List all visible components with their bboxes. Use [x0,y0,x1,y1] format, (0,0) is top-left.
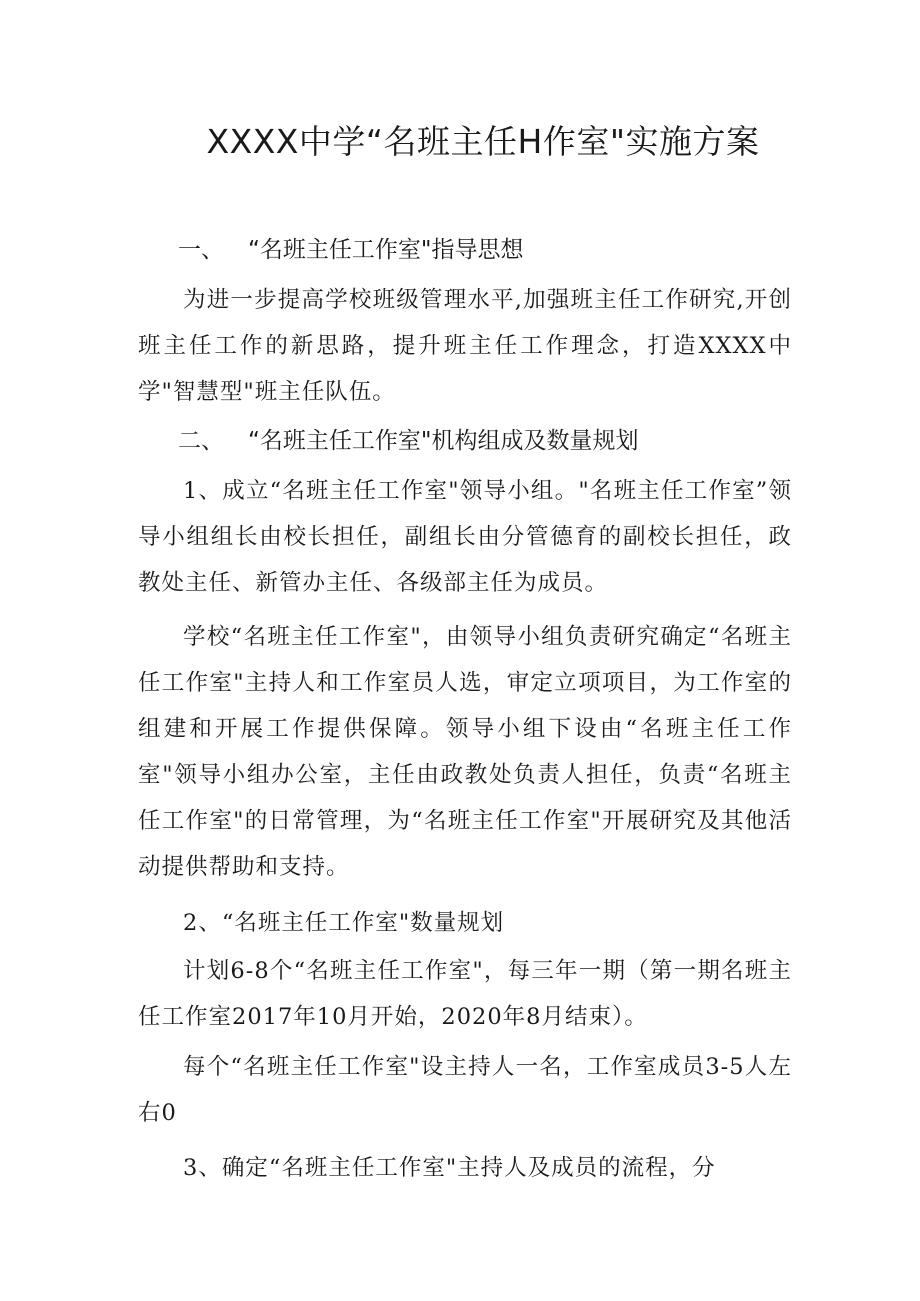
paragraph-leadership-group: 1、成立“名班主任工作室"领导小组。"名班主任工作室”领导小组组长由校长担任，副组长由分管德育的副校长担任，政教处主任、新管办主任、各级部主任为成员。 [138,478,792,596]
section-title-1: “名班主任工作室"指导思想 [248,237,524,263]
section-number-1: 一、 [178,237,224,263]
paragraph-quantity-heading: 2、“名班主任工作室"数量规划 [183,910,505,936]
section-number-2: 二、 [178,428,224,454]
paragraph-guiding-idea: 为进一步提高学校班级管理水平,加强班主任工作研究,开创班主任工作的新思路，提升班主任工作理念，打造XXXX中学"智慧型"班主任队伍。 [138,287,792,405]
section-title-2: “名班主任工作室"机构组成及数量规划 [248,428,639,454]
paragraph-quantity-plan: 计划6-8个“名班主任工作室"，每三年一期（第一期名班主任工作室2017年10月开始，2020年8月结束）。 [138,958,792,1030]
section-heading-2 [178,423,639,459]
paragraph-school-studio: 学校“名班主任工作室"，由领导小组负责研究确定“名班主任工作室"主持人和工作室员人选，审定立项项目，为工作室的组建和开展工作提供保障。领导小组下设由“名班主任工作室"领导小组办公室，主任由政教处负责人担任，负责“名班主任工作室"的日常管理，为“名班主任工作室"开展研究及其他活动提供帮助和支持。 [138,624,792,880]
section-heading-1 [178,232,524,268]
paragraph-members: 每个“名班主任工作室"设主持人一名，工作室成员3-5人左右0 [138,1054,792,1126]
paragraph-process: 3、确定“名班主任工作室"主持人及成员的流程，分 [183,1155,716,1181]
document-title: XXXX中学“名班主任H作室"实施方案 [206,122,760,161]
